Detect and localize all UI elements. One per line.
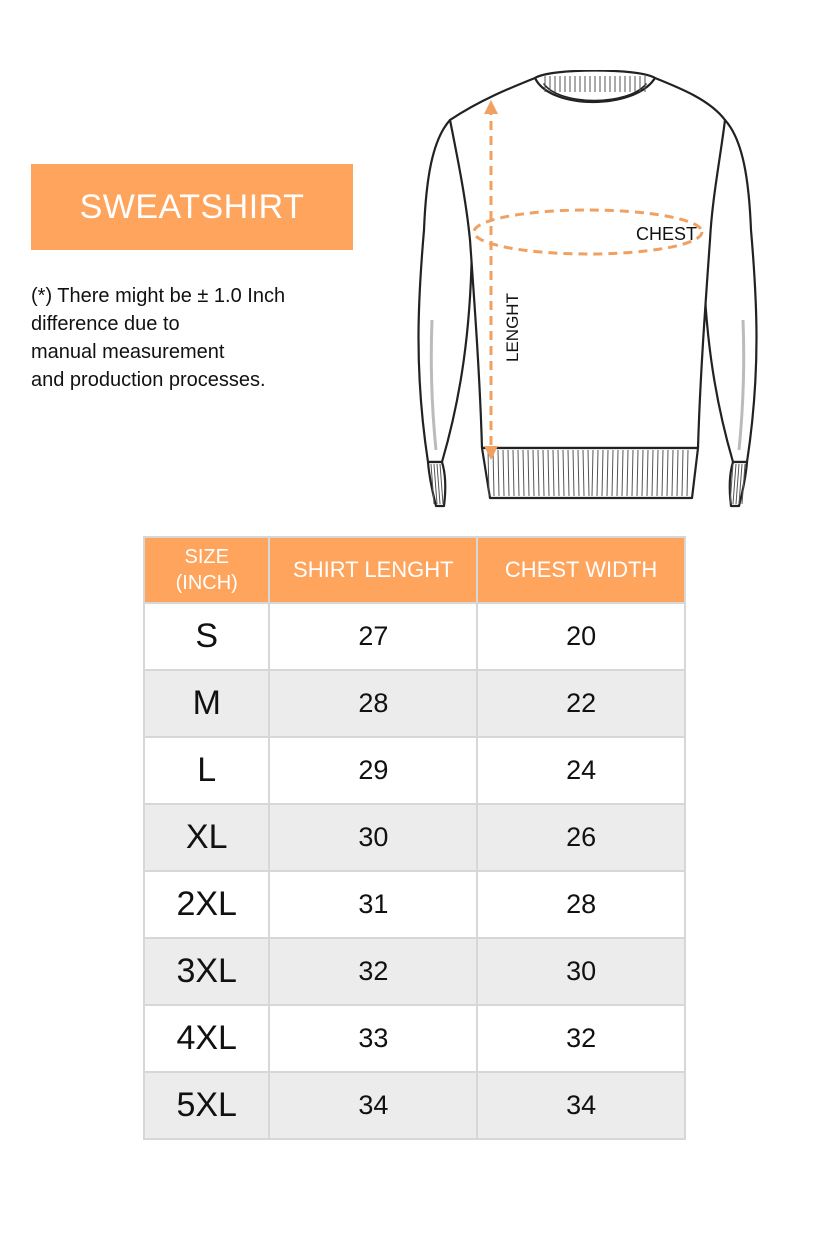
header-chest-width: CHEST WIDTH	[477, 537, 685, 603]
table-row	[144, 1072, 685, 1139]
page-title: SWEATSHIRT	[79, 187, 305, 226]
table-row	[144, 603, 685, 670]
length-cell: 34	[269, 1072, 477, 1139]
length-cell: 31	[269, 871, 477, 938]
length-cell: 27	[269, 603, 477, 670]
table-header-row	[144, 537, 685, 603]
size-cell: 4XL	[144, 1005, 269, 1072]
length-cell: 28	[269, 670, 477, 737]
chest-cell: 24	[477, 737, 685, 804]
table-row	[144, 737, 685, 804]
header-size-line2: (INCH)	[175, 572, 238, 594]
chest-cell: 34	[477, 1072, 685, 1139]
size-cell: 5XL	[144, 1072, 269, 1139]
note-line: (*) There might be ± 1.0 Inch	[31, 285, 286, 307]
note-line: manual measurement	[31, 341, 225, 363]
length-cell: 32	[269, 938, 477, 1005]
chest-cell: 22	[477, 670, 685, 737]
table-row	[144, 938, 685, 1005]
header-shirt-length: SHIRT LENGHT	[269, 537, 477, 603]
size-cell: 2XL	[144, 871, 269, 938]
size-cell: 3XL	[144, 938, 269, 1005]
header-size	[144, 537, 269, 603]
length-cell: 33	[269, 1005, 477, 1072]
waistband	[482, 448, 698, 498]
table-row	[144, 670, 685, 737]
length-cell: 29	[269, 737, 477, 804]
chest-cell: 30	[477, 938, 685, 1005]
size-chart-table	[143, 536, 686, 1140]
note-line: and production processes.	[31, 369, 266, 391]
table-row	[144, 804, 685, 871]
size-cell: L	[144, 737, 269, 804]
title-banner	[31, 164, 353, 250]
length-cell: 30	[269, 804, 477, 871]
note-line: difference due to	[31, 313, 180, 335]
table-row	[144, 1005, 685, 1072]
chest-cell: 26	[477, 804, 685, 871]
header-size-line1: SIZE	[184, 546, 229, 568]
length-label: LENGHT	[503, 293, 522, 362]
size-cell: XL	[144, 804, 269, 871]
chest-cell: 28	[477, 871, 685, 938]
table-row	[144, 871, 685, 938]
chest-cell: 20	[477, 603, 685, 670]
chest-label: CHEST	[636, 224, 698, 244]
size-cell: M	[144, 670, 269, 737]
measurement-note	[31, 282, 371, 394]
sweatshirt-illustration	[400, 70, 780, 520]
chest-cell: 32	[477, 1005, 685, 1072]
size-cell: S	[144, 603, 269, 670]
